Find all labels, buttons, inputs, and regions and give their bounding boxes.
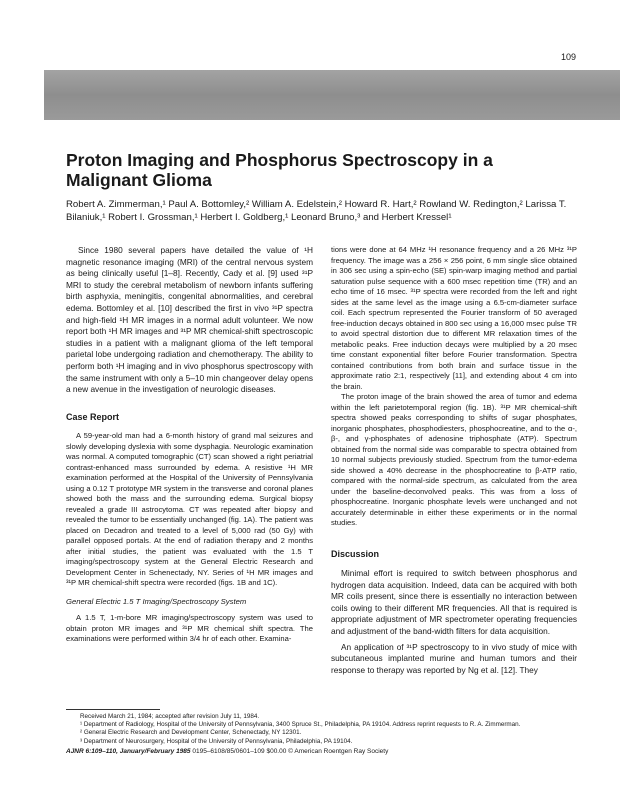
page-number: 109 xyxy=(561,52,577,62)
footnote-rule xyxy=(66,709,160,710)
article-title: Proton Imaging and Phosphorus Spectroscopy in a Malignant Glioma xyxy=(66,150,493,190)
footnote-affiliation-2: ² General Electric Research and Development Center, Schenectady, NY 12301. xyxy=(80,729,302,737)
case-report-paragraph: A 59-year-old man had a 6-month history of grand mal seizures and slowly developing dyslexia with some dysphagia. Neurologic examination was normal. A computed tomographic (CT) scan showed a right periatrial contrast-enhanced mass surrounded by edema. A resistive ¹H MR examination performed at the Hospital of the University of Pennsylvania using a 0.12 T prototype MR system in the transverse and coronal planes showed both the mass and the surrounding edema. Surgical biopsy revealed a grade III astrocytoma. CT was repeated after biopsy and revealed the tumor to be essentially unchanged (fig. 1A). The patient was placed on Decadron and treated to a level of 5,000 rad (50 Gy) with parallel opposed portals. At the end of radiation therapy and 2 months after initial studies, the patient was evaluated with the 1.5 T imaging/spectroscopy system at the General Electric Research and Development Center in Schenectady, NY. Series of ¹H MR images and ³¹P MR chemical-shift spectra were recorded (figs. 1B and 1C). xyxy=(66,431,313,588)
left-column xyxy=(66,245,313,645)
system-subheading: General Electric 1.5 T Imaging/Spectroscopy System xyxy=(66,596,247,606)
header-banner xyxy=(44,70,620,120)
author-list: Robert A. Zimmerman,¹ Paul A. Bottomley,² William A. Edelstein,² Howard R. Hart,² Rowland W. Redington,² Larissa T. Bilaniuk,¹ Robert I. Grossman,¹ Herbert I. Goldberg,¹ Leonard Bruno,³ and Herbert Kressel¹ xyxy=(66,199,567,223)
intro-paragraph: Since 1980 several papers have detailed the value of ¹H magnetic resonance imaging (MRI) of the central nervous system as being clinically useful [1–8]. Recently, Cady et al. [9] used ³¹P MRI to study the cerebral metabolism of newborn infants suffering birth asphyxia, meningitis, congenital abnormalities, and cerebral edema. Bottomley et al. [10] described the first in vivo ³¹P spectra and high-field ¹H MR images in a normal adult volunteer. We now report both ¹H MR images and ³¹P MR chemical-shift spectroscopic studies in a patient with a malignant glioma of the left temporal parietal lobe undergoing radiation and chemotherapy. The ability to perform both ¹H imaging and in vivo phosphorus spectroscopy with the same instrument with only a 5–10 min changeover delay opens a new avenue in the investigation of neurologic diseases. xyxy=(66,245,313,395)
right-column xyxy=(331,245,577,676)
discussion-paragraph-1: Minimal effort is required to switch between phosphorus and hydrogen data acquisition. Indeed, data can be acquired with both MR coils present, since there is essentially no interaction between coils owing to their different MR frequencies. All that is required is appropriate adjustment of MR spectrometer operating frequencies and adjustment of the band-width filters for data acquisition. xyxy=(331,568,577,636)
footnote-affiliation-1: ¹ Department of Radiology, Hospital of the University of Pennsylvania, 3400 Spruce St., Philadelphia, PA 19104. Address reprint requests to R. A. Zimmerman. xyxy=(80,721,521,729)
discussion-heading: Discussion xyxy=(331,548,380,559)
journal-citation-main: AJNR 6:109–110, January/February 1985 xyxy=(66,748,191,755)
discussion-paragraph-2: An application of ³¹P spectroscopy to in vivo study of mice with subcutaneous implanted murine and human tumors and their response to therapy was reported by Ng et al. [12]. They xyxy=(331,641,577,675)
journal-citation xyxy=(66,748,586,755)
methods-paragraph: tions were done at 64 MHz ¹H resonance frequency and a 26 MHz ³¹P frequency. The image was a 256 × 256 point, 6 mm single slice obtained in 306 sec using a spin-echo (SE) spin-warp imaging method and partial saturation pulse sequence with a 600 msec repetition time (TR) and an echo time of 16 msec. ³¹P spectra were recorded from the left and right sides at the same level as the image using a 6.5-cm-diameter surface coil. Each spectrum represented the Fourier transform of 50 averaged free-induction decays obtained in 800 sec using a 16,000 msec pulse TR to avoid spectral distortion due to different MR relaxation times of the metabolic peaks. Free induction decays were multiplied by a 20 msec time constant exponential filter before Fourier transformation. Spectra contained contributions from both brain and surface tissue in the approximate ratio 2:1, respectively [11], and extending about 4 cm into the brain. xyxy=(331,245,577,391)
system-paragraph: A 1.5 T, 1-m-bore MR imaging/spectroscopy system was used to obtain proton MR images and ³¹P MR chemical shift spectra. The examinations were performed within 3/4 hr of each other. Examina- xyxy=(66,613,313,644)
introduction xyxy=(66,245,313,396)
case-report-heading: Case Report xyxy=(66,411,120,422)
footnote-affiliation-3: ³ Department of Neurosurgery, Hospital of the University of Pennsylvania, Philadelphia, PA 19104. xyxy=(80,737,353,745)
discussion-body xyxy=(331,568,577,676)
journal-citation-rest: 0195–6108/85/0601–109 $00.00 © American Roentgen Ray Society xyxy=(192,748,389,755)
results-paragraph: The proton image of the brain showed the area of tumor and edema within the left parietotemporal region (fig. 1B). ³¹P MR chemical-shift spectra showed peaks corresponding to shifts of sugar phosphates, inorganic phosphates, phosphodiesters, phosphocreatine, and to the α-, β-, and γ-phosphates of adenosine triphosphate (ATP). Spectrum obtained from the normal side was comparable to spectra obtained from 10 normal subjects previously studied. Spectrum from the tumor-edema side showed a 40% decrease in the phosphocreatine to β-ATP ratio, compared with the normal-side spectrum, as calculated from the area under the baseline-deconvolved peaks. This was from a loss of phosphocreatine. Inorganic phosphate levels were unchanged and not accurately determinable in either these experiments or in the normal studies. xyxy=(331,392,577,527)
footnote-received: Received March 21, 1984; accepted after revision July 11, 1984. xyxy=(80,713,260,720)
footnotes xyxy=(80,713,590,746)
